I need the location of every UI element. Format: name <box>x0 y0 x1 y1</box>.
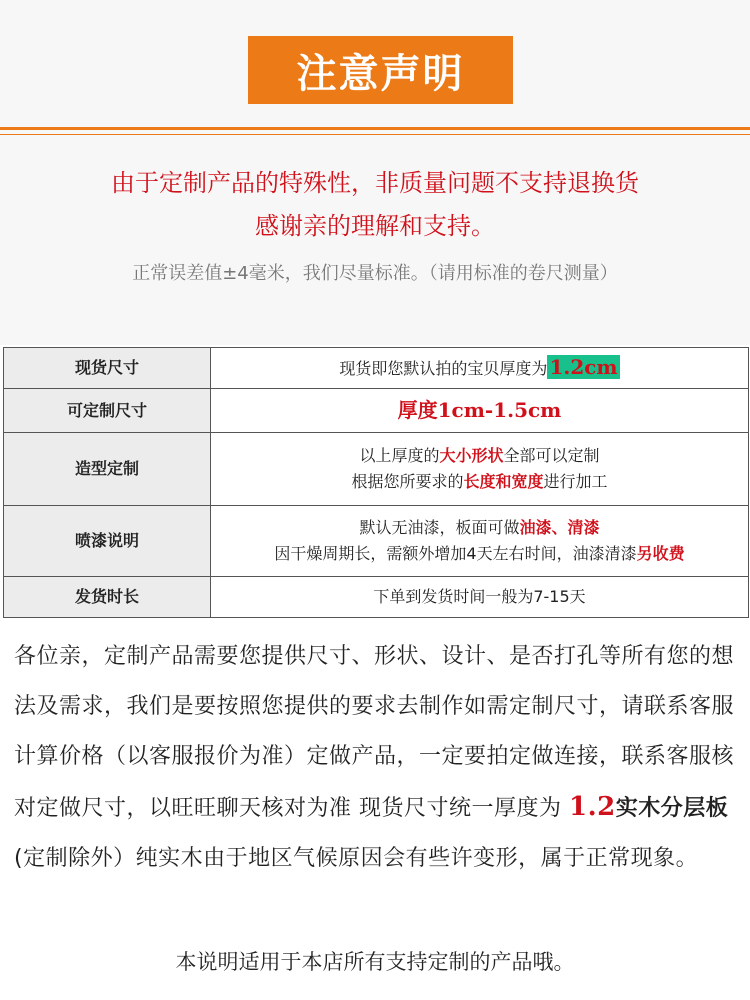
no-return-notice: 由于定制产品的特殊性，非质量问题不支持退换货 <box>111 169 639 197</box>
shape-line2-b: 长度和宽度 <box>463 472 544 491</box>
divider-thin <box>0 134 750 135</box>
row-value-shipping: 下单到发货时间一般为7-15天 <box>211 577 749 618</box>
table-row <box>4 348 749 389</box>
paint-line2-a: 因干燥周期长，需额外增加4天左右时间，油漆清漆 <box>274 544 637 563</box>
divider <box>0 127 750 130</box>
row-value-shape-custom <box>211 433 749 506</box>
thanks-notice: 感谢亲的理解和支持。 <box>255 212 495 240</box>
header-area <box>0 0 750 345</box>
stock-thickness-value: 1.2 <box>569 792 616 822</box>
row-value-stock-size <box>211 348 749 389</box>
row-label-shipping: 发货时长 <box>4 577 211 618</box>
stock-size-text: 现货即您默认拍的宝贝厚度为 <box>339 359 548 378</box>
instructions-part2: (定制除外）纯实木由于地区气候原因会有些许变形，属于正常现象。 <box>14 846 699 871</box>
table-row <box>4 433 749 506</box>
shape-line2-a: 根据您所要求的 <box>351 472 464 491</box>
row-value-paint <box>211 506 749 577</box>
paint-line1-a: 默认无油漆，板面可做 <box>359 518 520 537</box>
shape-line1-c: 全部可以定制 <box>503 446 600 465</box>
custom-thickness-range: 厚度1cm-1.5cm <box>397 397 562 422</box>
table-row <box>4 389 749 433</box>
instructions-part1: 各位亲，定制产品需要您提供尺寸、形状、设计、是否打孔等所有您的想法及需求，我们是要按照您提供的要求去制作如需定制尺寸，请联系客服计算价格（以客服报价为准）定做产品，一定要拍定做连接，联系客服核对定做尺寸，以旺旺聊天核对为准 现货尺寸统一厚度为 <box>14 644 735 821</box>
table-row <box>4 577 749 618</box>
stock-thickness-highlight: 1.2cm <box>549 355 618 379</box>
row-label-custom-size: 可定制尺寸 <box>4 389 211 433</box>
row-label-paint: 喷漆说明 <box>4 506 211 577</box>
paint-line1-b: 油漆、清漆 <box>519 518 600 537</box>
row-label-stock-size: 现货尺寸 <box>4 348 211 389</box>
tolerance-note: 正常误差值±4毫米，我们尽量标准。（请用标准的卷尺测量） <box>132 263 618 284</box>
material-name: 实木分层板 <box>615 796 729 821</box>
table-row <box>4 506 749 577</box>
paint-line2-b: 另收费 <box>636 544 685 563</box>
shape-line1-b: 大小形状 <box>439 446 504 465</box>
custom-order-instructions <box>14 632 744 884</box>
spec-table <box>3 347 749 618</box>
row-label-shape-custom: 造型定制 <box>4 433 211 506</box>
shape-line2-c: 进行加工 <box>543 472 608 491</box>
shape-line1-a: 以上厚度的 <box>359 446 440 465</box>
row-value-custom-size <box>211 389 749 433</box>
page-title: 注意声明 <box>248 36 513 104</box>
footer-note: 本说明适用于本店所有支持定制的产品哦。 <box>175 950 575 974</box>
